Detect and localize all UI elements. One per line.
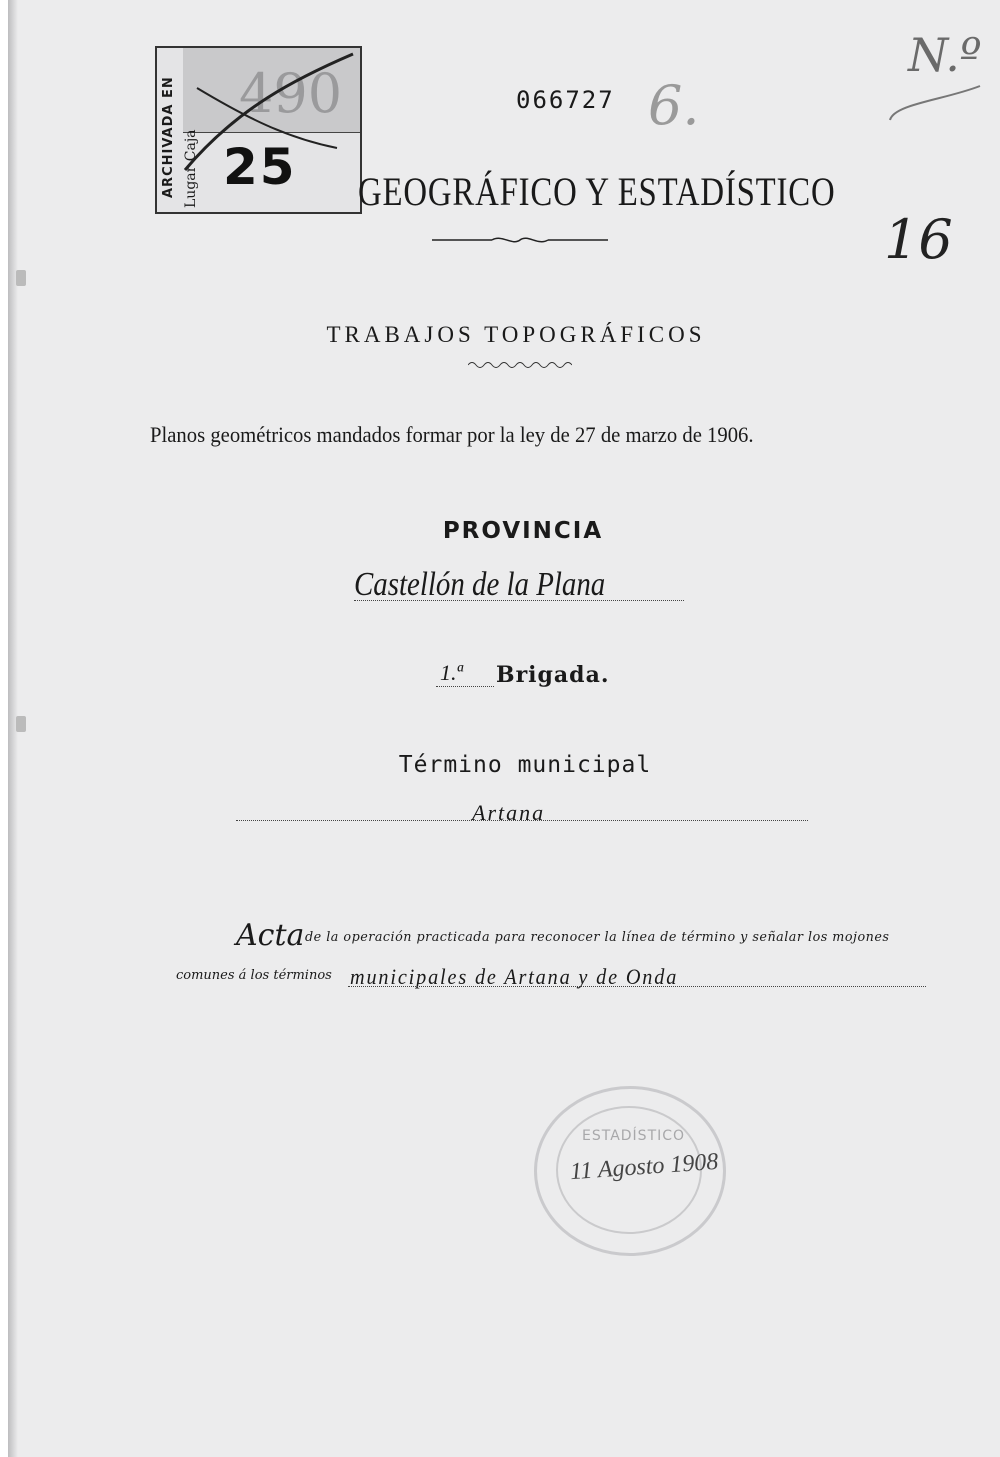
- termino-value: Artana: [472, 800, 546, 825]
- punch-hole: [16, 270, 26, 286]
- corner-note: N.º: [908, 28, 982, 82]
- archive-stamp: [155, 46, 362, 214]
- provincia-dotted-line: [354, 600, 684, 601]
- handwritten-number: 16: [884, 208, 953, 271]
- provincia-label: PROVINCIA: [442, 518, 604, 544]
- wave-divider: [468, 360, 572, 370]
- brigada-dotted-line: [436, 686, 494, 687]
- document-page: [8, 0, 1000, 1457]
- cross-out-mark: [177, 48, 357, 178]
- provincia-value: Castellón de la Plana: [354, 566, 606, 603]
- acta-text: de la operación practicada para reconocer la línea de término y señalar los mojones: [305, 930, 890, 945]
- stamp-old-number: 490: [239, 62, 343, 125]
- corner-scribble: [884, 70, 994, 130]
- stamp-box-number: 25: [223, 138, 297, 196]
- comunes-dotted-line: [348, 986, 926, 987]
- comunes-value: municipales de Artana y de Onda: [350, 964, 679, 989]
- termino-dotted-line: [236, 820, 808, 821]
- brigada-label: Brigada.: [496, 662, 610, 688]
- stamp-place-label: Lugar Caja: [183, 129, 199, 208]
- termino-label: Término municipal: [398, 752, 652, 778]
- institute-heading: GEOGRÁFICO Y ESTADÍSTICO: [358, 169, 836, 214]
- document-number: 066727: [516, 86, 615, 114]
- brigada-number: 1.ª: [440, 660, 463, 685]
- stamp-archived-label: ARCHIVADA EN: [161, 76, 176, 198]
- comunes-prefix: comunes á los términos: [176, 968, 332, 983]
- section-title: TRABAJOS TOPOGRÁFICOS: [326, 322, 706, 347]
- pencil-mark: 6.: [648, 74, 700, 137]
- seal-date: 11 Agosto 1908: [569, 1148, 720, 1186]
- seal-text: ESTADÍSTICO: [582, 1128, 686, 1144]
- ornament-divider: [432, 232, 608, 248]
- punch-hole: [16, 716, 26, 732]
- planos-line: Planos geométricos mandados formar por la ley de 27 de marzo de 1906.: [150, 422, 754, 447]
- acta-word: Acta: [236, 918, 305, 953]
